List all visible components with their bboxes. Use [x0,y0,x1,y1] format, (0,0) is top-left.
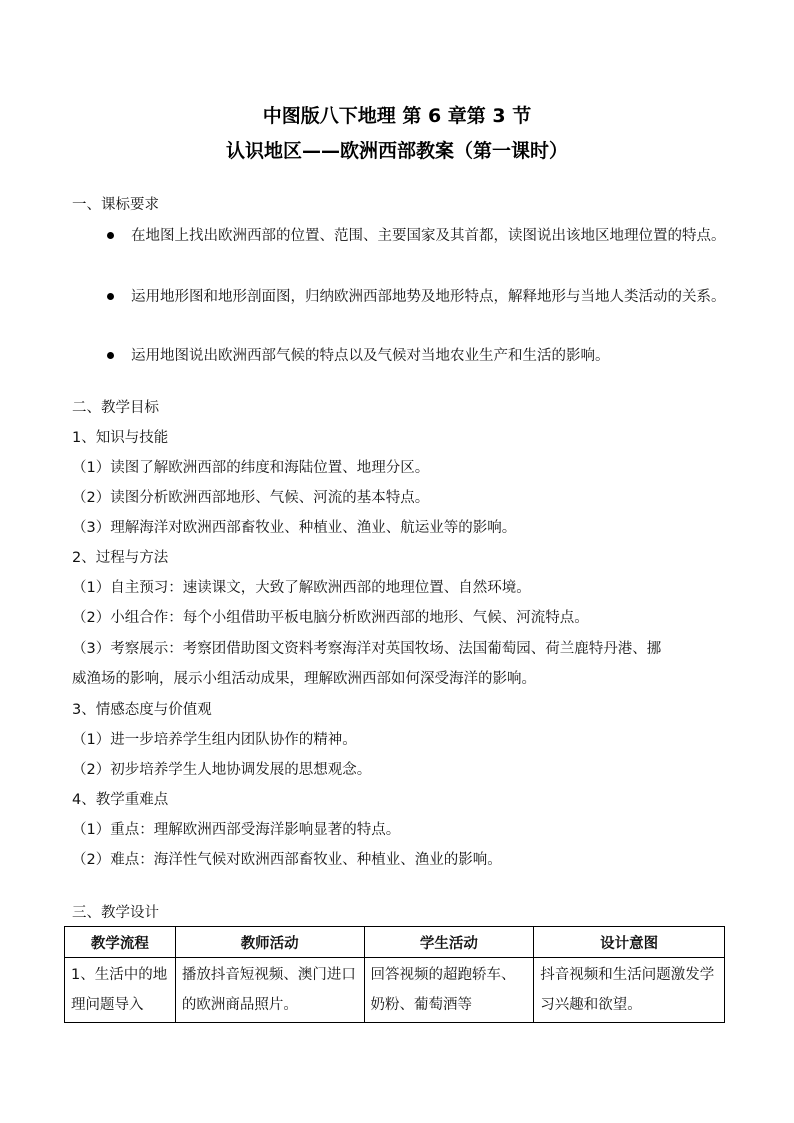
bullet-icon [107,352,114,359]
objective-line: 威渔场的影响，展示小组活动成果，理解欧洲西部如何深受海洋的影响。 [72,671,536,687]
table-cell-teacher: 播放抖音短视频、澳门进口的欧洲商品照片。 [175,958,364,1023]
objective-line: （1）进一步培养学生组内团队协作的精神。 [72,732,357,748]
standards-bullet-2: 运用地形图和地形剖面图，归纳欧洲西部地势及地形特点，解释地形与当地人类活动的关系。 [131,289,726,305]
table-header-row [65,927,725,958]
objective-line: （3）考察展示：考察团借助图文资料考察海洋对英国牧场、法国葡萄园、荷兰鹿特丹港、挪 [72,641,662,657]
table-cell-process: 1、生活中的地理问题导入 [65,958,176,1023]
document-title: 中图版八下地理 第 6 章第 3 节 [262,105,532,127]
objective-line: （1）自主预习：速读课文，大致了解欧洲西部的地理位置、自然环境。 [72,580,531,596]
section-heading-design: 三、教学设计 [72,905,159,921]
objective-line: （1）重点：理解欧洲西部受海洋影响显著的特点。 [72,822,401,838]
objective-line: （2）难点：海洋性气候对欧洲西部畜牧业、种植业、渔业的影响。 [72,852,502,868]
standards-bullet-3: 运用地图说出欧洲西部气候的特点以及气候对当地农业生产和生活的影响。 [131,348,610,364]
objective-line: （2）读图分析欧洲西部地形、气候、河流的基本特点。 [72,490,430,506]
table-cell-intent: 抖音视频和生活问题激发学习兴趣和欲望。 [534,958,725,1023]
column-header: 设计意图 [534,927,725,958]
table-cell-student: 回答视频的超跑轿车、奶粉、葡萄酒等 [364,958,534,1023]
column-header: 教师活动 [175,927,364,958]
teaching-design-table [64,926,725,1023]
subsection-heading: 2、过程与方法 [72,550,169,566]
subsection-heading: 4、教学重难点 [72,792,169,808]
section-heading-standards: 一、课标要求 [72,197,159,213]
column-header: 学生活动 [364,927,534,958]
subsection-heading: 1、知识与技能 [72,430,169,446]
objective-line: （2）小组合作：每个小组借助平板电脑分析欧洲西部的地形、气候、河流特点。 [72,610,589,626]
section-heading-objectives: 二、教学目标 [72,400,159,416]
subsection-heading: 3、情感态度与价值观 [72,702,212,718]
objective-line: （1）读图了解欧洲西部的纬度和海陆位置、地理分区。 [72,460,430,476]
table-row [65,958,725,1023]
bullet-icon [107,232,114,239]
objective-line: （2）初步培养学生人地协调发展的思想观念。 [72,762,372,778]
standards-bullet-1: 在地图上找出欧洲西部的位置、范围、主要国家及其首都，读图说出该地区地理位置的特点。 [131,228,726,244]
objective-line: （3）理解海洋对欧洲西部畜牧业、种植业、渔业、航运业等的影响。 [72,520,517,536]
document-subtitle: 认识地区——欧洲西部教案（第一课时） [225,140,568,162]
column-header: 教学流程 [65,927,176,958]
bullet-icon [107,293,114,300]
